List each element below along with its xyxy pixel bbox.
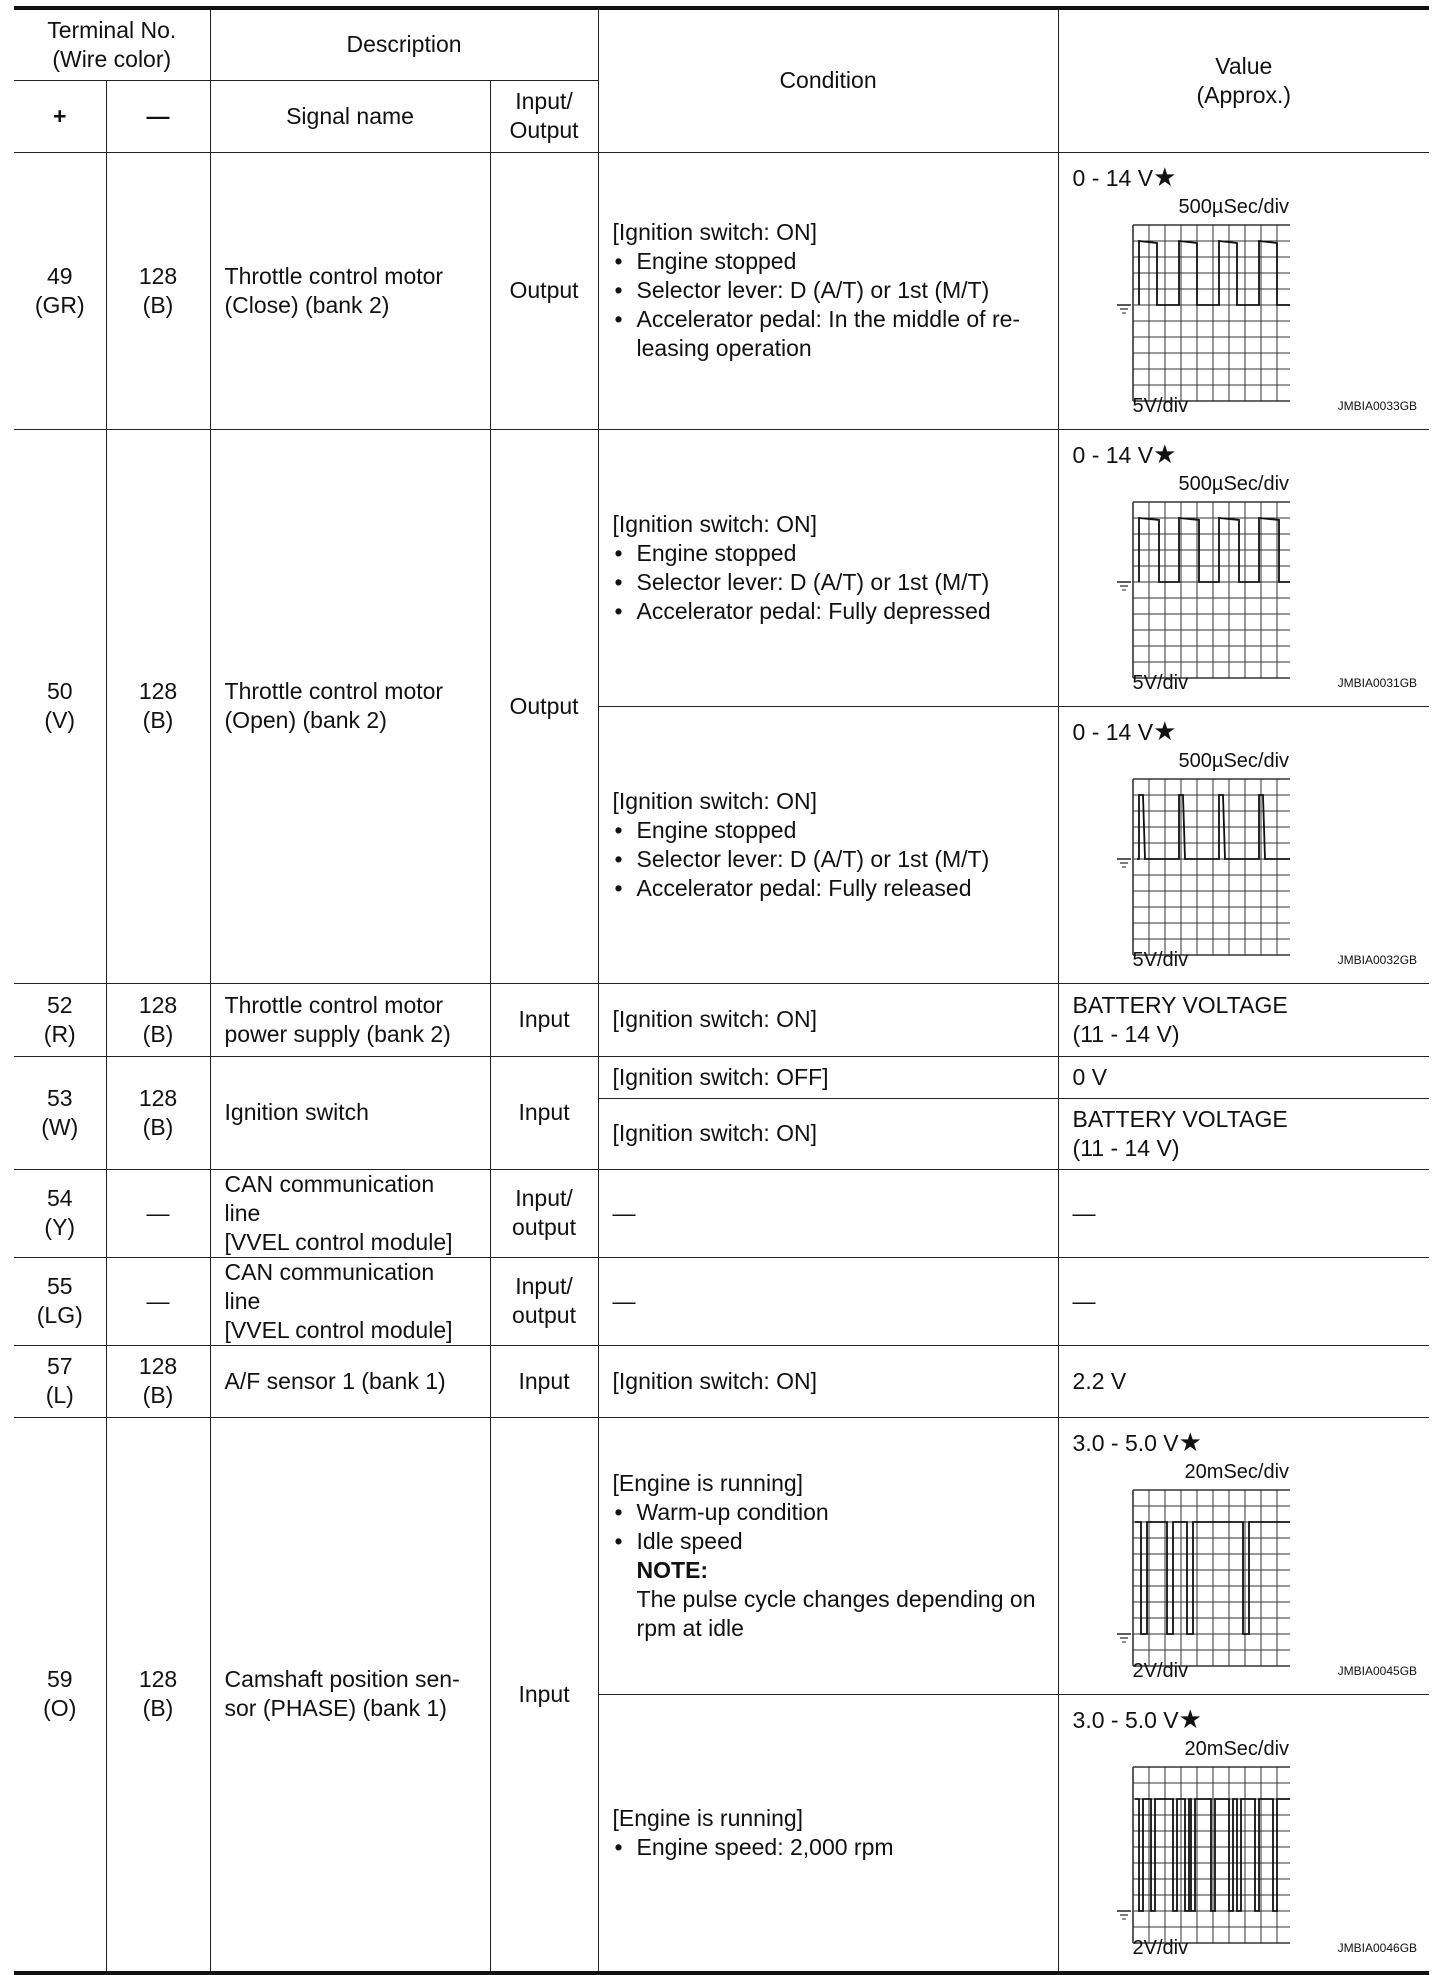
volts-per-div-label: 5V/div [1132, 671, 1189, 694]
header-io [490, 80, 598, 152]
value-label [1073, 1428, 1418, 1458]
header-terminal-text: Terminal No. (Wire color) [47, 16, 177, 72]
figure-id: JMBIA0032GB [1337, 952, 1418, 967]
terminal-plus [14, 1169, 106, 1257]
condition-cell [598, 429, 1058, 706]
io-cell [490, 1056, 598, 1169]
header-value [1058, 8, 1429, 152]
condition-heading: — [612, 1287, 636, 1314]
ground-icon [1117, 1634, 1131, 1642]
table-row-59 [14, 1417, 1429, 1694]
terminal-plus [14, 1056, 106, 1169]
terminal-plus [14, 1417, 106, 1973]
terminal-table-container [14, 6, 1429, 1975]
terminal-minus [106, 983, 210, 1056]
signal-name [210, 1257, 490, 1345]
oscilloscope-figure [1073, 1458, 1418, 1688]
io-cell [490, 983, 598, 1056]
star-icon: ★ [1153, 438, 1177, 469]
condition-cell [598, 1056, 1058, 1098]
signal-name [210, 1345, 490, 1417]
value-label [1073, 1705, 1418, 1735]
terminal-plus-text: 49 (GR) [34, 262, 85, 318]
figure-id: JMBIA0045GB [1337, 1663, 1418, 1678]
value-text: 3.0 - 5.0 V [1072, 1706, 1179, 1733]
table-row-55 [14, 1257, 1429, 1345]
condition-cell [598, 1257, 1058, 1345]
note-block [613, 1556, 1044, 1643]
terminal-minus-text: 128 (B) [138, 1084, 178, 1140]
terminal-minus [106, 429, 210, 983]
condition-heading: [Engine is running] [612, 1804, 804, 1831]
header-description-text: Description [346, 31, 462, 58]
timebase-label: 500µSec/div [1178, 749, 1290, 772]
header-row-1 [14, 8, 1429, 80]
value-text: — [1072, 1287, 1096, 1314]
terminal-plus-text: 50 (V) [44, 678, 76, 733]
condition-list [613, 1498, 1044, 1556]
signal-name-text: Throttle control motor (Open) (bank 2) [224, 678, 444, 733]
volts-per-div-label: 5V/div [1132, 948, 1189, 971]
value-text: BATTERY VOLTAGE (11 - 14 V) [1072, 991, 1288, 1047]
io-text: Input [518, 1367, 570, 1394]
signal-name-text: Ignition switch [224, 1099, 369, 1125]
value-cell [1058, 1257, 1429, 1345]
grid-lines [1133, 502, 1290, 678]
terminal-plus [14, 1257, 106, 1345]
header-description [210, 8, 598, 80]
terminal-minus [106, 1417, 210, 1973]
io-text: Input [518, 1680, 570, 1707]
io-text: Input/ output [512, 1273, 576, 1328]
io-cell [490, 1345, 598, 1417]
ground-icon [1117, 582, 1131, 590]
condition-item: • Selector lever: D (A/T) or 1st (M/T) [613, 568, 1044, 597]
terminal-minus-text: — [146, 1199, 170, 1226]
oscilloscope-grid [1115, 1763, 1290, 1955]
condition-item: • Warm-up condition [613, 1498, 1044, 1527]
value-cell [1058, 1169, 1429, 1257]
value-cell [1058, 983, 1429, 1056]
condition-heading: [Ignition switch: OFF] [612, 1063, 829, 1090]
star-icon: ★ [1178, 1703, 1202, 1734]
condition-list [613, 816, 1044, 903]
condition-heading: [Ignition switch: ON] [612, 1120, 818, 1146]
header-minus-text: — [146, 102, 170, 129]
header-signal-text: Signal name [286, 102, 414, 129]
terminal-minus-text: 128 (B) [138, 262, 178, 318]
header-minus [106, 80, 210, 152]
value-text: BATTERY VOLTAGE (11 - 14 V) [1072, 1105, 1288, 1161]
io-text: Output [509, 692, 579, 719]
terminal-minus-text: 128 (B) [138, 678, 178, 733]
oscilloscope-figure [1073, 470, 1418, 700]
oscilloscope-figure [1073, 747, 1418, 977]
volts-per-div-label: 2V/div [1132, 1659, 1189, 1682]
value-cell [1058, 1098, 1429, 1169]
grid-lines [1133, 1490, 1290, 1666]
condition-cell [598, 983, 1058, 1056]
terminal-minus-text: 128 (B) [138, 1666, 178, 1721]
terminal-plus-text: 59 (O) [43, 1666, 77, 1721]
condition-item: • Idle speed [613, 1527, 1044, 1556]
ground-icon [1117, 305, 1131, 313]
table-row-57 [14, 1345, 1429, 1417]
figure-id: JMBIA0046GB [1337, 1940, 1418, 1955]
header-plus-text: + [53, 102, 67, 129]
terminal-plus [14, 983, 106, 1056]
condition-cell [598, 1694, 1058, 1973]
terminal-plus-text: 55 (LG) [36, 1273, 83, 1328]
condition-heading: [Ignition switch: ON] [612, 219, 818, 245]
terminal-plus [14, 429, 106, 983]
io-cell [490, 1257, 598, 1345]
signal-name-text: CAN communication line [VVEL control module] [224, 1258, 453, 1343]
value-cell [1058, 1417, 1429, 1694]
header-signal-name [210, 80, 490, 152]
condition-cell [598, 152, 1058, 429]
value-text: 2.2 V [1072, 1367, 1127, 1394]
condition-list [613, 1833, 1044, 1862]
condition-heading: [Ignition switch: ON] [612, 1367, 818, 1394]
grid-lines [1133, 779, 1290, 955]
condition-heading: [Ignition switch: ON] [612, 1006, 818, 1032]
signal-name-text: A/F sensor 1 (bank 1) [224, 1367, 446, 1394]
terminal-minus-text: 128 (B) [138, 1353, 178, 1408]
condition-heading: [Ignition switch: ON] [612, 787, 818, 814]
timebase-label: 20mSec/div [1184, 1460, 1290, 1483]
signal-name [210, 429, 490, 983]
table-row-49 [14, 152, 1429, 429]
signal-name [210, 1417, 490, 1973]
table-row-52 [14, 983, 1429, 1056]
value-text: 0 - 14 V [1072, 164, 1154, 191]
signal-name [210, 1169, 490, 1257]
io-cell [490, 1417, 598, 1973]
note-label: NOTE: [636, 1556, 709, 1583]
condition-list [613, 539, 1044, 626]
condition-cell [598, 1098, 1058, 1169]
value-label [1073, 717, 1418, 747]
terminal-minus [106, 1257, 210, 1345]
header-value-text: Value (Approx.) [1196, 52, 1292, 108]
terminal-plus [14, 1345, 106, 1417]
table-row-50 [14, 429, 1429, 706]
io-cell [490, 152, 598, 429]
condition-item: • Accelerator pedal: In the middle of re- leasing operation [613, 305, 1044, 363]
star-icon: ★ [1153, 715, 1177, 746]
value-text: 3.0 - 5.0 V [1072, 1429, 1179, 1456]
volts-per-div-label: 2V/div [1132, 1936, 1189, 1959]
signal-name-text: Throttle control motor power supply (bank 2) [224, 991, 451, 1047]
io-cell [490, 1169, 598, 1257]
io-text: Input [518, 1006, 570, 1032]
ground-icon [1117, 859, 1131, 867]
oscilloscope-grid [1115, 498, 1290, 690]
value-cell [1058, 1694, 1429, 1973]
condition-cell [598, 1169, 1058, 1257]
star-icon: ★ [1178, 1426, 1202, 1457]
signal-name-text: Throttle control motor (Close) (bank 2) [224, 262, 444, 318]
condition-heading: [Engine is running] [612, 1469, 804, 1496]
ecm-terminal-table [14, 6, 1429, 1975]
io-cell [490, 429, 598, 983]
condition-cell [598, 1345, 1058, 1417]
figure-id: JMBIA0031GB [1337, 675, 1418, 690]
condition-item: • Selector lever: D (A/T) or 1st (M/T) [613, 845, 1044, 874]
header-io-text: Input/ Output [509, 88, 579, 143]
header-condition [598, 8, 1058, 152]
terminal-plus-text: 54 (Y) [44, 1185, 76, 1240]
signal-name [210, 152, 490, 429]
condition-item: • Engine stopped [613, 539, 1044, 568]
condition-item: • Selector lever: D (A/T) or 1st (M/T) [613, 276, 1044, 305]
timebase-label: 500µSec/div [1178, 472, 1290, 495]
note-text: The pulse cycle changes depending on rpm at idle [636, 1585, 1036, 1641]
figure-id: JMBIA0033GB [1337, 398, 1418, 413]
value-text: 0 - 14 V [1072, 718, 1154, 745]
header-plus [14, 80, 106, 152]
condition-item: • Accelerator pedal: Fully released [613, 874, 1044, 903]
terminal-minus-text: 128 (B) [138, 991, 178, 1047]
table-row-53 [14, 1056, 1429, 1098]
oscilloscope-grid [1115, 1486, 1290, 1678]
signal-name [210, 1056, 490, 1169]
oscilloscope-figure [1073, 1735, 1418, 1965]
oscilloscope-figure [1073, 193, 1418, 423]
terminal-minus [106, 152, 210, 429]
io-text: Output [509, 277, 579, 303]
header-condition-text: Condition [779, 67, 877, 94]
terminal-plus [14, 152, 106, 429]
condition-item: • Engine stopped [613, 247, 1044, 276]
condition-cell [598, 1417, 1058, 1694]
header-terminal [14, 8, 210, 80]
value-text: 0 V [1072, 1063, 1108, 1090]
value-label [1073, 440, 1418, 470]
table-row-54 [14, 1169, 1429, 1257]
oscilloscope-grid [1115, 775, 1290, 967]
condition-cell [598, 706, 1058, 983]
value-label [1073, 163, 1418, 193]
timebase-label: 20mSec/div [1184, 1737, 1290, 1760]
terminal-plus-text: 52 (R) [43, 991, 76, 1047]
volts-per-div-label: 5V/div [1132, 394, 1189, 417]
terminal-minus-text: — [146, 1287, 170, 1314]
condition-list [613, 247, 1044, 363]
io-text: Input [518, 1099, 570, 1125]
value-cell [1058, 152, 1429, 429]
value-cell [1058, 429, 1429, 706]
terminal-plus-text: 53 (W) [41, 1084, 79, 1140]
value-text: — [1072, 1199, 1096, 1226]
star-icon: ★ [1153, 161, 1177, 192]
value-cell [1058, 1056, 1429, 1098]
signal-name-text: Camshaft position sen- sor (PHASE) (bank 1) [224, 1666, 460, 1721]
signal-name [210, 983, 490, 1056]
signal-name-text: CAN communication line [VVEL control module] [224, 1170, 453, 1255]
condition-item: • Engine stopped [613, 816, 1044, 845]
terminal-plus-text: 57 (L) [45, 1353, 74, 1408]
timebase-label: 500µSec/div [1178, 195, 1290, 218]
condition-heading: [Ignition switch: ON] [612, 510, 818, 537]
ground-icon [1117, 1911, 1131, 1919]
condition-item: • Engine speed: 2,000 rpm [613, 1833, 1044, 1862]
value-text: 0 - 14 V [1072, 441, 1154, 468]
terminal-minus [106, 1169, 210, 1257]
condition-heading: — [612, 1199, 636, 1226]
condition-item: • Accelerator pedal: Fully depressed [613, 597, 1044, 626]
io-text: Input/ output [512, 1185, 576, 1240]
value-cell [1058, 706, 1429, 983]
oscilloscope-grid [1115, 221, 1290, 413]
terminal-minus [106, 1345, 210, 1417]
terminal-minus [106, 1056, 210, 1169]
value-cell [1058, 1345, 1429, 1417]
